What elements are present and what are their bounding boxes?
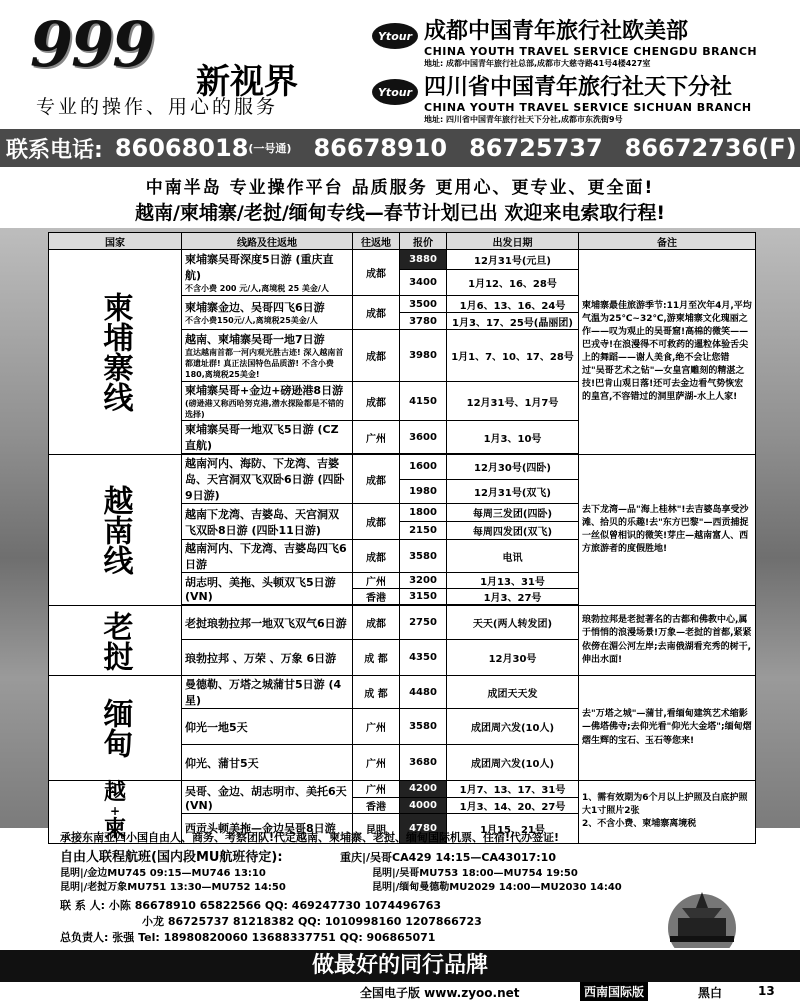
date: 12月30号(四卧) [447, 455, 579, 480]
date: 电讯 [447, 540, 579, 573]
date: 天天(两人转发团) [447, 606, 579, 640]
date: 1月6、13、16、24号 [447, 296, 579, 313]
brand-slogan: 做最好的同行品牌 [311, 953, 488, 978]
note-myanmar: 去"万塔之城"—蒲甘,看缅甸建筑艺术缩影—佛塔佛寺;去仰光看"仰光大金塔";缅甸熠熠生辉的宝石、玉石等您来! [579, 676, 756, 781]
departure-city: 成都 [353, 606, 400, 640]
date: 1月3、14、20、27号 [447, 797, 579, 814]
contact-label: 联 系 人: [60, 899, 106, 912]
date: 成团天天发 [447, 676, 579, 709]
price: 3580 [400, 709, 447, 745]
region-vietnam: 越南线 [49, 455, 182, 606]
table-row [49, 676, 756, 709]
date: 12月31号(双飞) [447, 479, 579, 504]
org2-address: 地址: 四川省中国青年旅行社天下分社,成都市东洗街9号 [424, 115, 623, 124]
date: 每周三发团(四卧) [447, 504, 579, 522]
col-note: 备注 [579, 233, 756, 250]
departure-city: 成都 [353, 382, 400, 421]
price: 3880 [400, 250, 447, 270]
temple-icon [652, 888, 752, 948]
route-detail: 不含小费 200 元/人,离境税 25 美金/人 [185, 284, 329, 293]
org2-name: 四川省中国青年旅行社天下分社 [424, 75, 733, 100]
departure-city: 成 都 [353, 640, 400, 676]
price: 1800 [400, 504, 447, 522]
table-header-row [49, 233, 756, 250]
price: 3500 [400, 296, 447, 313]
logo-title: 新视界 [196, 62, 298, 102]
departure-city: 成都 [353, 504, 400, 540]
departure-city: 昆明 [353, 814, 400, 843]
flight-mandalay: 昆明|/缅甸曼德勒MU2029 14:00—MU2030 14:40 [372, 882, 622, 893]
phone-bar [0, 129, 800, 167]
departure-city: 香港 [353, 797, 400, 814]
region-laos: 老挝 [49, 606, 182, 676]
route-detail: 不含小费150元/人,离境税25美金/人 [185, 316, 318, 325]
phone-1: 86068018 [114, 134, 249, 162]
route-title: 西贡头顿美拖—金边吴哥8日游 [185, 822, 336, 836]
price: 3400 [400, 270, 447, 296]
route-title: 越南下龙湾、吉婆岛、天宫洞双飞双卧8日游 (四卧11日游) [185, 507, 339, 537]
services-line: 承接东南亚四小国自由人、商务、考察团队!代定越南、柬埔寨、老挝、缅甸国际机票、住宿!代办签证! [60, 831, 560, 844]
price: 4480 [400, 676, 447, 709]
date: 1月3、10号 [447, 421, 579, 454]
contact-1: 小陈 86678910 65822566 QQ: 469247730 1074496763 [108, 899, 442, 912]
price: 4350 [400, 640, 447, 676]
price: 3680 [400, 745, 447, 781]
departure-city: 广州 [353, 709, 400, 745]
note-cambodia: 柬埔寨最佳旅游季节:11月至次年4月,平均气温为25℃~32℃,游柬埔寨文化瑰丽之作——叹为观止的吴哥窟!高棉的微笑——巴戎寺!在浪漫得不可救药的暹粒体验舌尖上的舞蹈——谢人美食,绝不会让您错过"吴哥艺术之钻"—女皇宫雕刻的精湛之技!巴肯山观日落!还可去金边看气势恢宏的皇宫,不容错过的洞里萨湖-水上人家! [579, 250, 756, 455]
region-myanmar: 缅甸 [49, 676, 182, 781]
price: 1980 [400, 479, 447, 504]
note-vietnam: 去下龙湾—品"海上桂林"!去吉婆岛享受沙滩、拾贝的乐趣!去"东方巴黎"—西贡捕捉一丝似曾相识的微笑!芽庄—越南富人、西方旅游者的度假胜地! [579, 455, 756, 606]
table-row [49, 250, 756, 270]
route-detail: 直达越南首都一河内观光胜古迹! 深入越南首都遗址群! 真正法国特色品质游! 不含小费180,离境税25美金! [185, 348, 344, 379]
phone-fax: 86672736(F) [624, 134, 797, 162]
color-mode: 黑白 [698, 986, 723, 1000]
phone-label: 联系电话: [6, 137, 103, 163]
col-date: 出发日期 [447, 233, 579, 250]
org1-block [372, 14, 757, 69]
flight-siemreap: 昆明|/吴哥MU753 18:00—MU754 19:50 [372, 868, 578, 879]
route-title: 越南河内、下龙湾、吉婆岛四飞6日游 [185, 542, 347, 571]
route-title: 越南、柬埔寨吴哥一地7日游 [185, 333, 325, 346]
date: 1月7、13、17、31号 [447, 781, 579, 798]
manager-label: 总负责人: [60, 931, 109, 944]
price: 3580 [400, 540, 447, 573]
logo-number: 999 [30, 8, 154, 81]
route-title: 吴哥、金边、胡志明市、美托6天 (VN) [185, 784, 347, 812]
price: 1600 [400, 455, 447, 480]
manager-contact: 张强 Tel: 18980820060 13688337751 QQ: 906865071 [112, 931, 436, 944]
date: 1月15、21号 [447, 814, 579, 843]
col-price: 报价 [400, 233, 447, 250]
page-footer [0, 982, 800, 1000]
route-title: 柬埔寨吴哥深度5日游 (重庆直航) [185, 253, 334, 282]
date: 12月31号、1月7号 [447, 382, 579, 421]
note-laos: 琅勃拉邦是老挝著名的古都和佛教中心,属于悄悄的浪漫场景!万象—老挝的首都,紧紧依傍在湄公河左岸;去南俄湖看充秀的树干,伸出水面! [579, 606, 756, 676]
price: 3200 [400, 573, 447, 589]
slogan-service: 中南半岛 专业操作平台 品质服务 更用心、更专业、更全面! [145, 178, 655, 198]
phone-2: 86678910 [313, 134, 448, 162]
departure-city: 成都 [353, 455, 400, 504]
table-row [49, 606, 756, 640]
table-row [49, 455, 756, 480]
price: 4150 [400, 382, 447, 421]
col-route: 线路及往返地 [182, 233, 353, 250]
flight-phnompenh: 昆明|/金边MU745 09:15—MU746 13:10 [60, 868, 266, 879]
price: 3780 [400, 313, 447, 330]
price: 2750 [400, 606, 447, 640]
route-title: 柬埔寨吴哥+金边+磅逊港8日游 [185, 384, 344, 397]
date: 成团周六发(10人) [447, 745, 579, 781]
flight-vientiane: 昆明|/老挝万象MU751 13:30—MU752 14:50 [60, 882, 286, 893]
ytour-logo-icon: Ytour [372, 23, 418, 49]
departure-city: 香港 [353, 589, 400, 605]
route-detail: (磅逊港又称西哈努克港,潜水探险都是不错的选择) [185, 399, 344, 419]
org1-address: 地址: 成都中国青年旅行社总部,成都市大慈寺路41号4楼427室 [424, 59, 651, 68]
price: 3150 [400, 589, 447, 605]
route-title: 仰光、蒲甘5天 [185, 756, 259, 770]
flight-chongqing: 重庆|/吴哥CA429 14:15—CA43017:10 [340, 851, 556, 864]
route-title: 胡志明、美拖、头顿双飞5日游 (VN) [185, 576, 336, 603]
col-departure: 往返地 [353, 233, 400, 250]
departure-city: 成都 [353, 330, 400, 382]
table-row [49, 781, 756, 798]
tagline: 专业的操作、用心的服务 [36, 96, 279, 118]
departure-city: 广州 [353, 421, 400, 454]
edition-text: 全国电子版 www.zyoo.net [360, 986, 520, 1000]
departure-city: 成都 [353, 540, 400, 573]
note-vietnam-cambodia: 1、需有效期为6个月以上护照及白底护照大1寸照片2张 2、不含小费、柬埔寨离境税 [579, 781, 756, 844]
date: 1月1、7、10、17、28号 [447, 330, 579, 382]
date: 1月12、16、28号 [447, 270, 579, 296]
date: 12月30号 [447, 640, 579, 676]
price: 3980 [400, 330, 447, 382]
route-title: 琅勃拉邦 、万荣 、万象 6日游 [185, 651, 337, 665]
route-title: 老挝琅勃拉邦一地双飞双气6日游 [185, 616, 347, 630]
flights-heading: 自由人联程航班(国内段MU航班待定): [60, 850, 283, 865]
section-badge: 西南国际版 [580, 982, 648, 1001]
route-title: 仰光一地5天 [185, 720, 248, 734]
departure-city: 广州 [353, 745, 400, 781]
col-country: 国家 [49, 233, 182, 250]
contact-2: 小龙 86725737 81218382 QQ: 1010998160 1207866723 [142, 915, 482, 928]
date: 12月31号(元旦) [447, 250, 579, 270]
org2-block [372, 70, 752, 125]
phone-1-note: (一号通) [248, 142, 292, 155]
slogan-lines: 越南/柬埔寨/老挝/缅甸专线—春节计划已出 欢迎来电索取行程! [134, 202, 666, 224]
route-title: 越南河内、海防、下龙湾、吉婆岛、天宫洞双飞双卧6日游 (四卧9日游) [185, 457, 345, 502]
departure-city: 成都 [353, 296, 400, 330]
departure-city: 广州 [353, 573, 400, 589]
route-title: 曼德勒、万塔之城蒲甘5日游 (4星) [185, 678, 342, 707]
date: 1月13、31号 [447, 573, 579, 589]
date: 1月3、27号 [447, 589, 579, 605]
org1-name: 成都中国青年旅行社欧美部 [424, 19, 689, 44]
route-title: 柬埔寨吴哥一地双飞5日游 (CZ直航) [185, 423, 339, 452]
phone-3: 86725737 [469, 134, 603, 162]
date: 成团周六发(10人) [447, 709, 579, 745]
ytour-logo-icon: Ytour [372, 79, 418, 105]
tour-table [48, 232, 756, 844]
org1-en: CHINA YOUTH TRAVEL SERVICE CHENGDU BRANCH [424, 45, 758, 58]
departure-city: 成都 [353, 250, 400, 296]
region-vietnam-cambodia: 越 + 柬 [49, 781, 182, 844]
departure-city: 成 都 [353, 676, 400, 709]
price: 4000 [400, 797, 447, 814]
price: 4780 [400, 814, 447, 843]
org2-en: CHINA YOUTH TRAVEL SERVICE SICHUAN BRANCH [424, 101, 752, 114]
date: 1月3、17、25号(晶丽团) [447, 313, 579, 330]
price: 4200 [400, 781, 447, 798]
region-cambodia: 柬埔寨线 [49, 250, 182, 455]
contact-block [60, 898, 482, 946]
price: 3600 [400, 421, 447, 454]
date: 每周四发团(双飞) [447, 522, 579, 540]
route-title: 柬埔寨金边、吴哥四飞6日游 [185, 301, 325, 314]
brand-banner [0, 950, 800, 982]
page-number: 13 [758, 984, 775, 998]
price: 2150 [400, 522, 447, 540]
departure-city: 广州 [353, 781, 400, 798]
